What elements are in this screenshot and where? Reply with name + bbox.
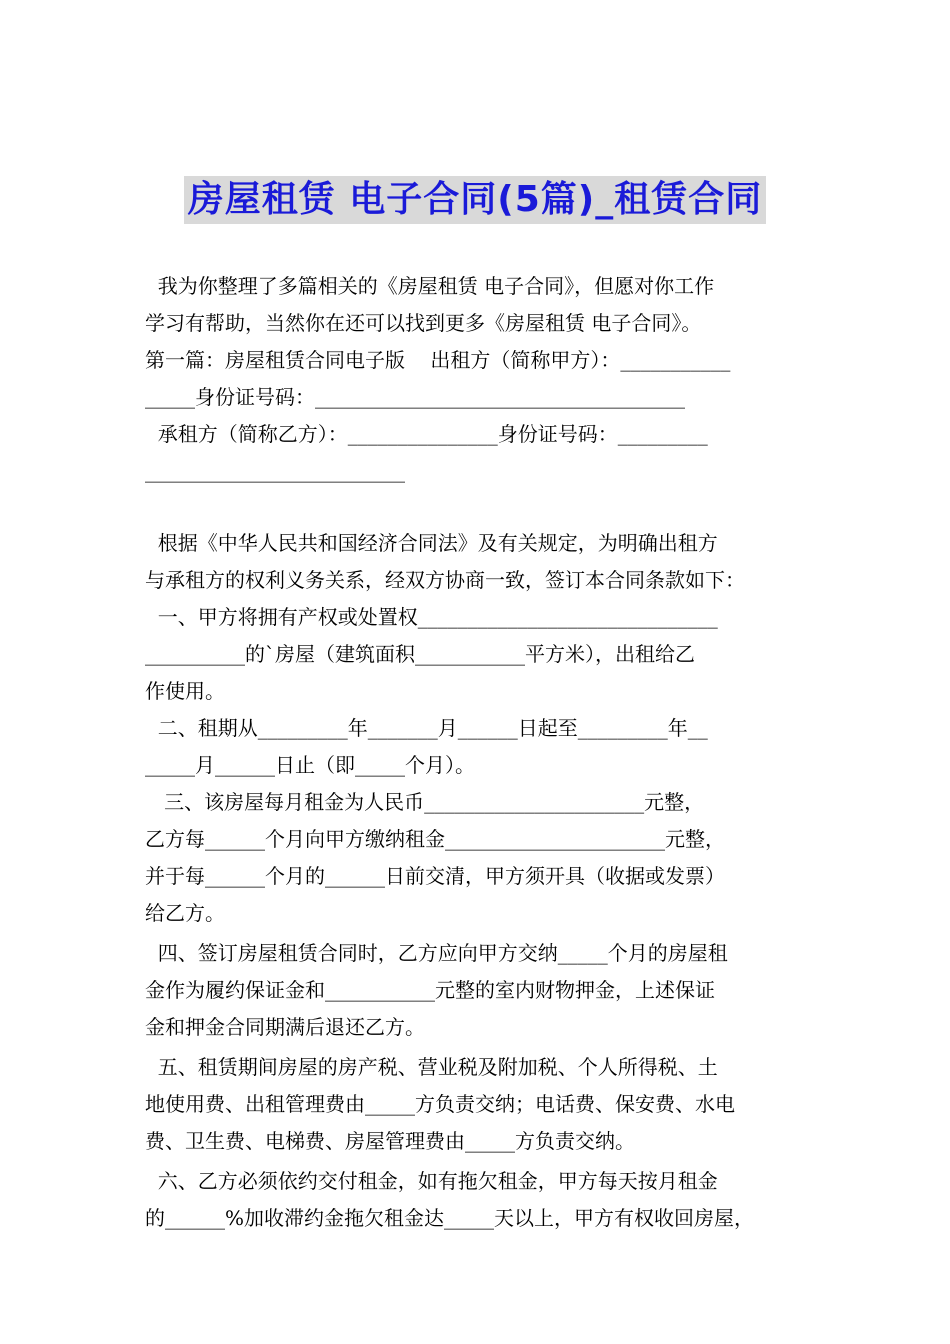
clause-3-line-2: 乙方每______个月向甲方缴纳租金______________________元整， [145, 827, 725, 851]
clause-5-line-1: 五、租赁期间房屋的房产税、营业税及附加税、个人所得税、土 [145, 1055, 718, 1079]
lessor-id-line: _____身份证号码：_____________________________________ [145, 385, 685, 409]
clause-6-line-2: 的______%加收滞约金拖欠租金达_____天以上，甲方有权收回房屋， [145, 1206, 755, 1230]
clause-6-line-1: 六、乙方必须依约交付租金，如有拖欠租金，甲方每天按月租金 [145, 1169, 718, 1193]
clause-4-line-1: 四、签订房屋租赁合同时，乙方应向甲方交纳_____个月的房屋租 [145, 941, 728, 965]
clause-3-line-4: 给乙方。 [145, 901, 225, 925]
clause-4-line-2: 金作为履约保证金和___________元整的室内财物押金，上述保证 [145, 978, 715, 1002]
clause-1-line-3: 作使用。 [145, 679, 225, 703]
clause-4-line-3: 金和押金合同期满后退还乙方。 [145, 1015, 425, 1039]
document-body [145, 268, 810, 1237]
lessor-line: 第一篇：房屋租赁合同电子版 出租方（简称甲方）：___________ [145, 348, 731, 372]
document-title: 房屋租赁 电子合同(5篇)_租赁合同 [184, 176, 767, 224]
title-block [0, 176, 950, 224]
preamble-line-2: 与承租方的权利义务关系，经双方协商一致，签订本合同条款如下： [145, 568, 745, 592]
clause-3-line-1: 三、该房屋每月租金为人民币______________________元整， [145, 790, 705, 814]
clause-5-line-3: 费、卫生费、电梯费、房屋管理费由_____方负责交纳。 [145, 1129, 635, 1153]
clause-5-line-2: 地使用费、出租管理费由_____方负责交纳；电话费、保安费、水电 [145, 1092, 735, 1116]
intro-line-2: 学习有帮助，当然你在还可以找到更多《房屋租赁 电子合同》。 [145, 311, 702, 335]
preamble-line-1: 根据《中华人民共和国经济合同法》及有关规定，为明确出租方 [145, 531, 718, 555]
clause-1-line-1: 一、甲方将拥有产权或处置权______________________________ [145, 605, 718, 629]
clause-2-line-2: _____月______日止（即_____个月）。 [145, 753, 475, 777]
clause-1-line-2: __________的`房屋（建筑面积___________平方米），出租给乙 [145, 642, 695, 666]
lessee-id-line: __________________________ [145, 459, 405, 483]
paragraph-gap [145, 490, 810, 525]
clause-2-line-1: 二、租期从_________年_______月______日起至_________年__ [145, 716, 708, 740]
lessee-line: 承租方（简称乙方）：_______________身份证号码：_________ [145, 422, 708, 446]
intro-line-1: 我为你整理了多篇相关的《房屋租赁 电子合同》，但愿对你工作 [145, 274, 715, 298]
clause-3-line-3: 并于每______个月的______日前交清，甲方须开具（收据或发票） [145, 864, 725, 888]
